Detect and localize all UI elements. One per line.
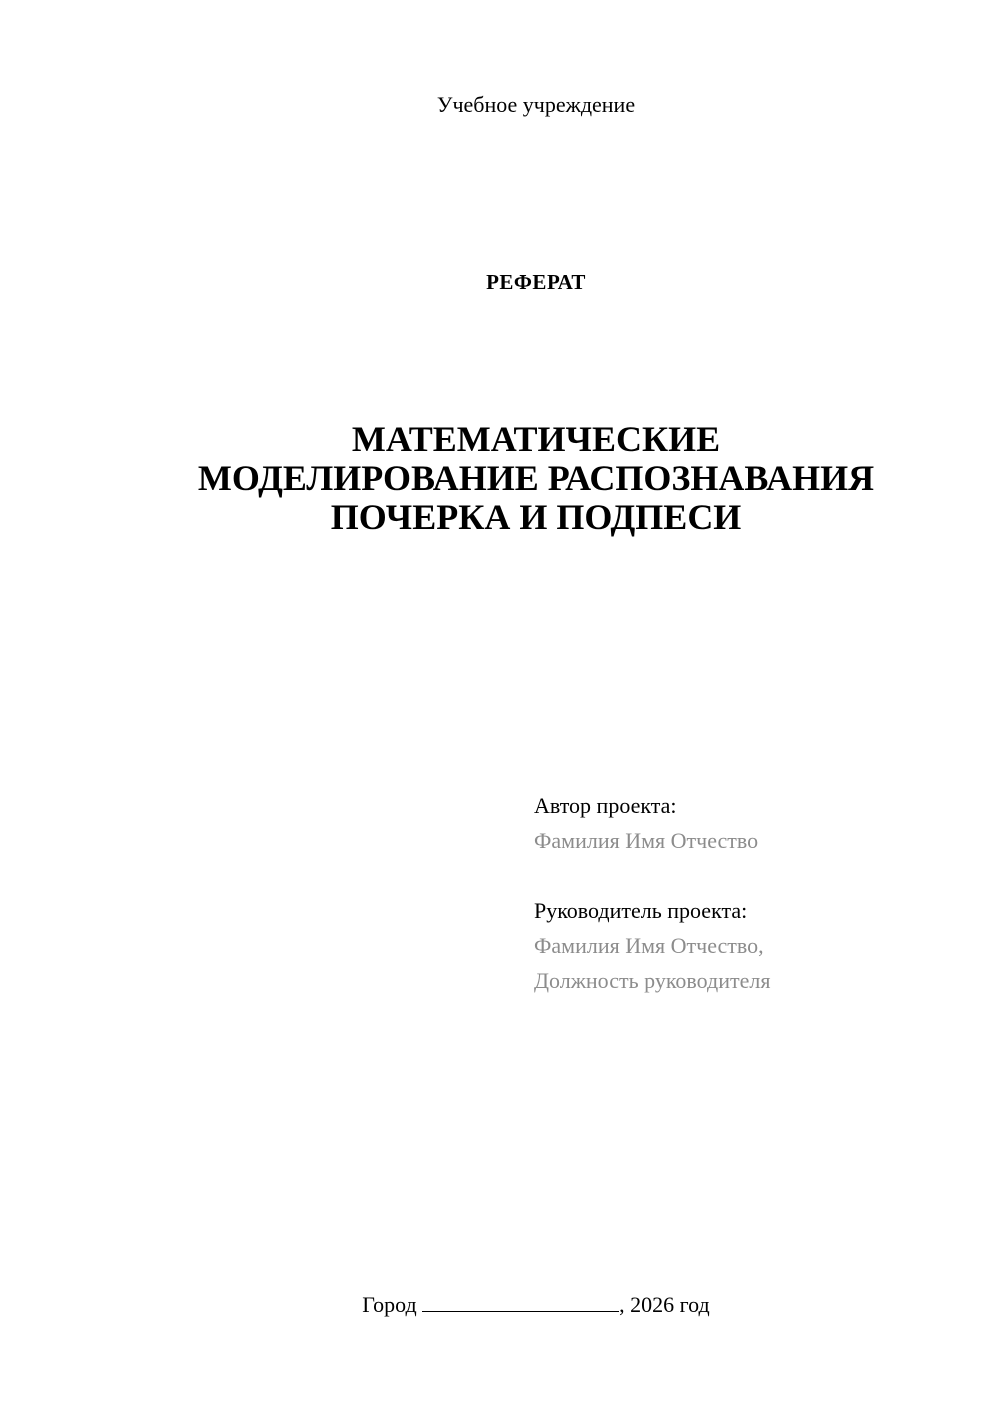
supervisor-name-placeholder: Фамилия Имя Отчество, — [534, 933, 764, 958]
city-label: Город — [362, 1292, 417, 1317]
supervisor-label: Руководитель проекта: — [534, 898, 748, 923]
title-line: МАТЕМАТИЧЕСКИЕ — [351, 419, 721, 459]
credits-block — [534, 788, 974, 998]
city-blank-line — [422, 1291, 619, 1312]
document-type: РЕФЕРАТ — [486, 270, 586, 294]
city-year-line — [0, 1290, 1000, 1320]
title-line: МОДЕЛИРОВАНИЕ РАСПОЗНАВАНИЯ — [197, 458, 875, 498]
title-line: ПОЧЕРКА И ПОДПЕСИ — [330, 497, 742, 537]
document-title — [100, 420, 972, 537]
supervisor-position-placeholder: Должность руководителя — [534, 968, 771, 993]
year-text: , 2026 год — [619, 1292, 710, 1317]
author-label: Автор проекта: — [534, 793, 677, 818]
author-name-placeholder: Фамилия Имя Отчество — [534, 828, 759, 853]
institution-name: Учебное учреждение — [436, 92, 636, 117]
